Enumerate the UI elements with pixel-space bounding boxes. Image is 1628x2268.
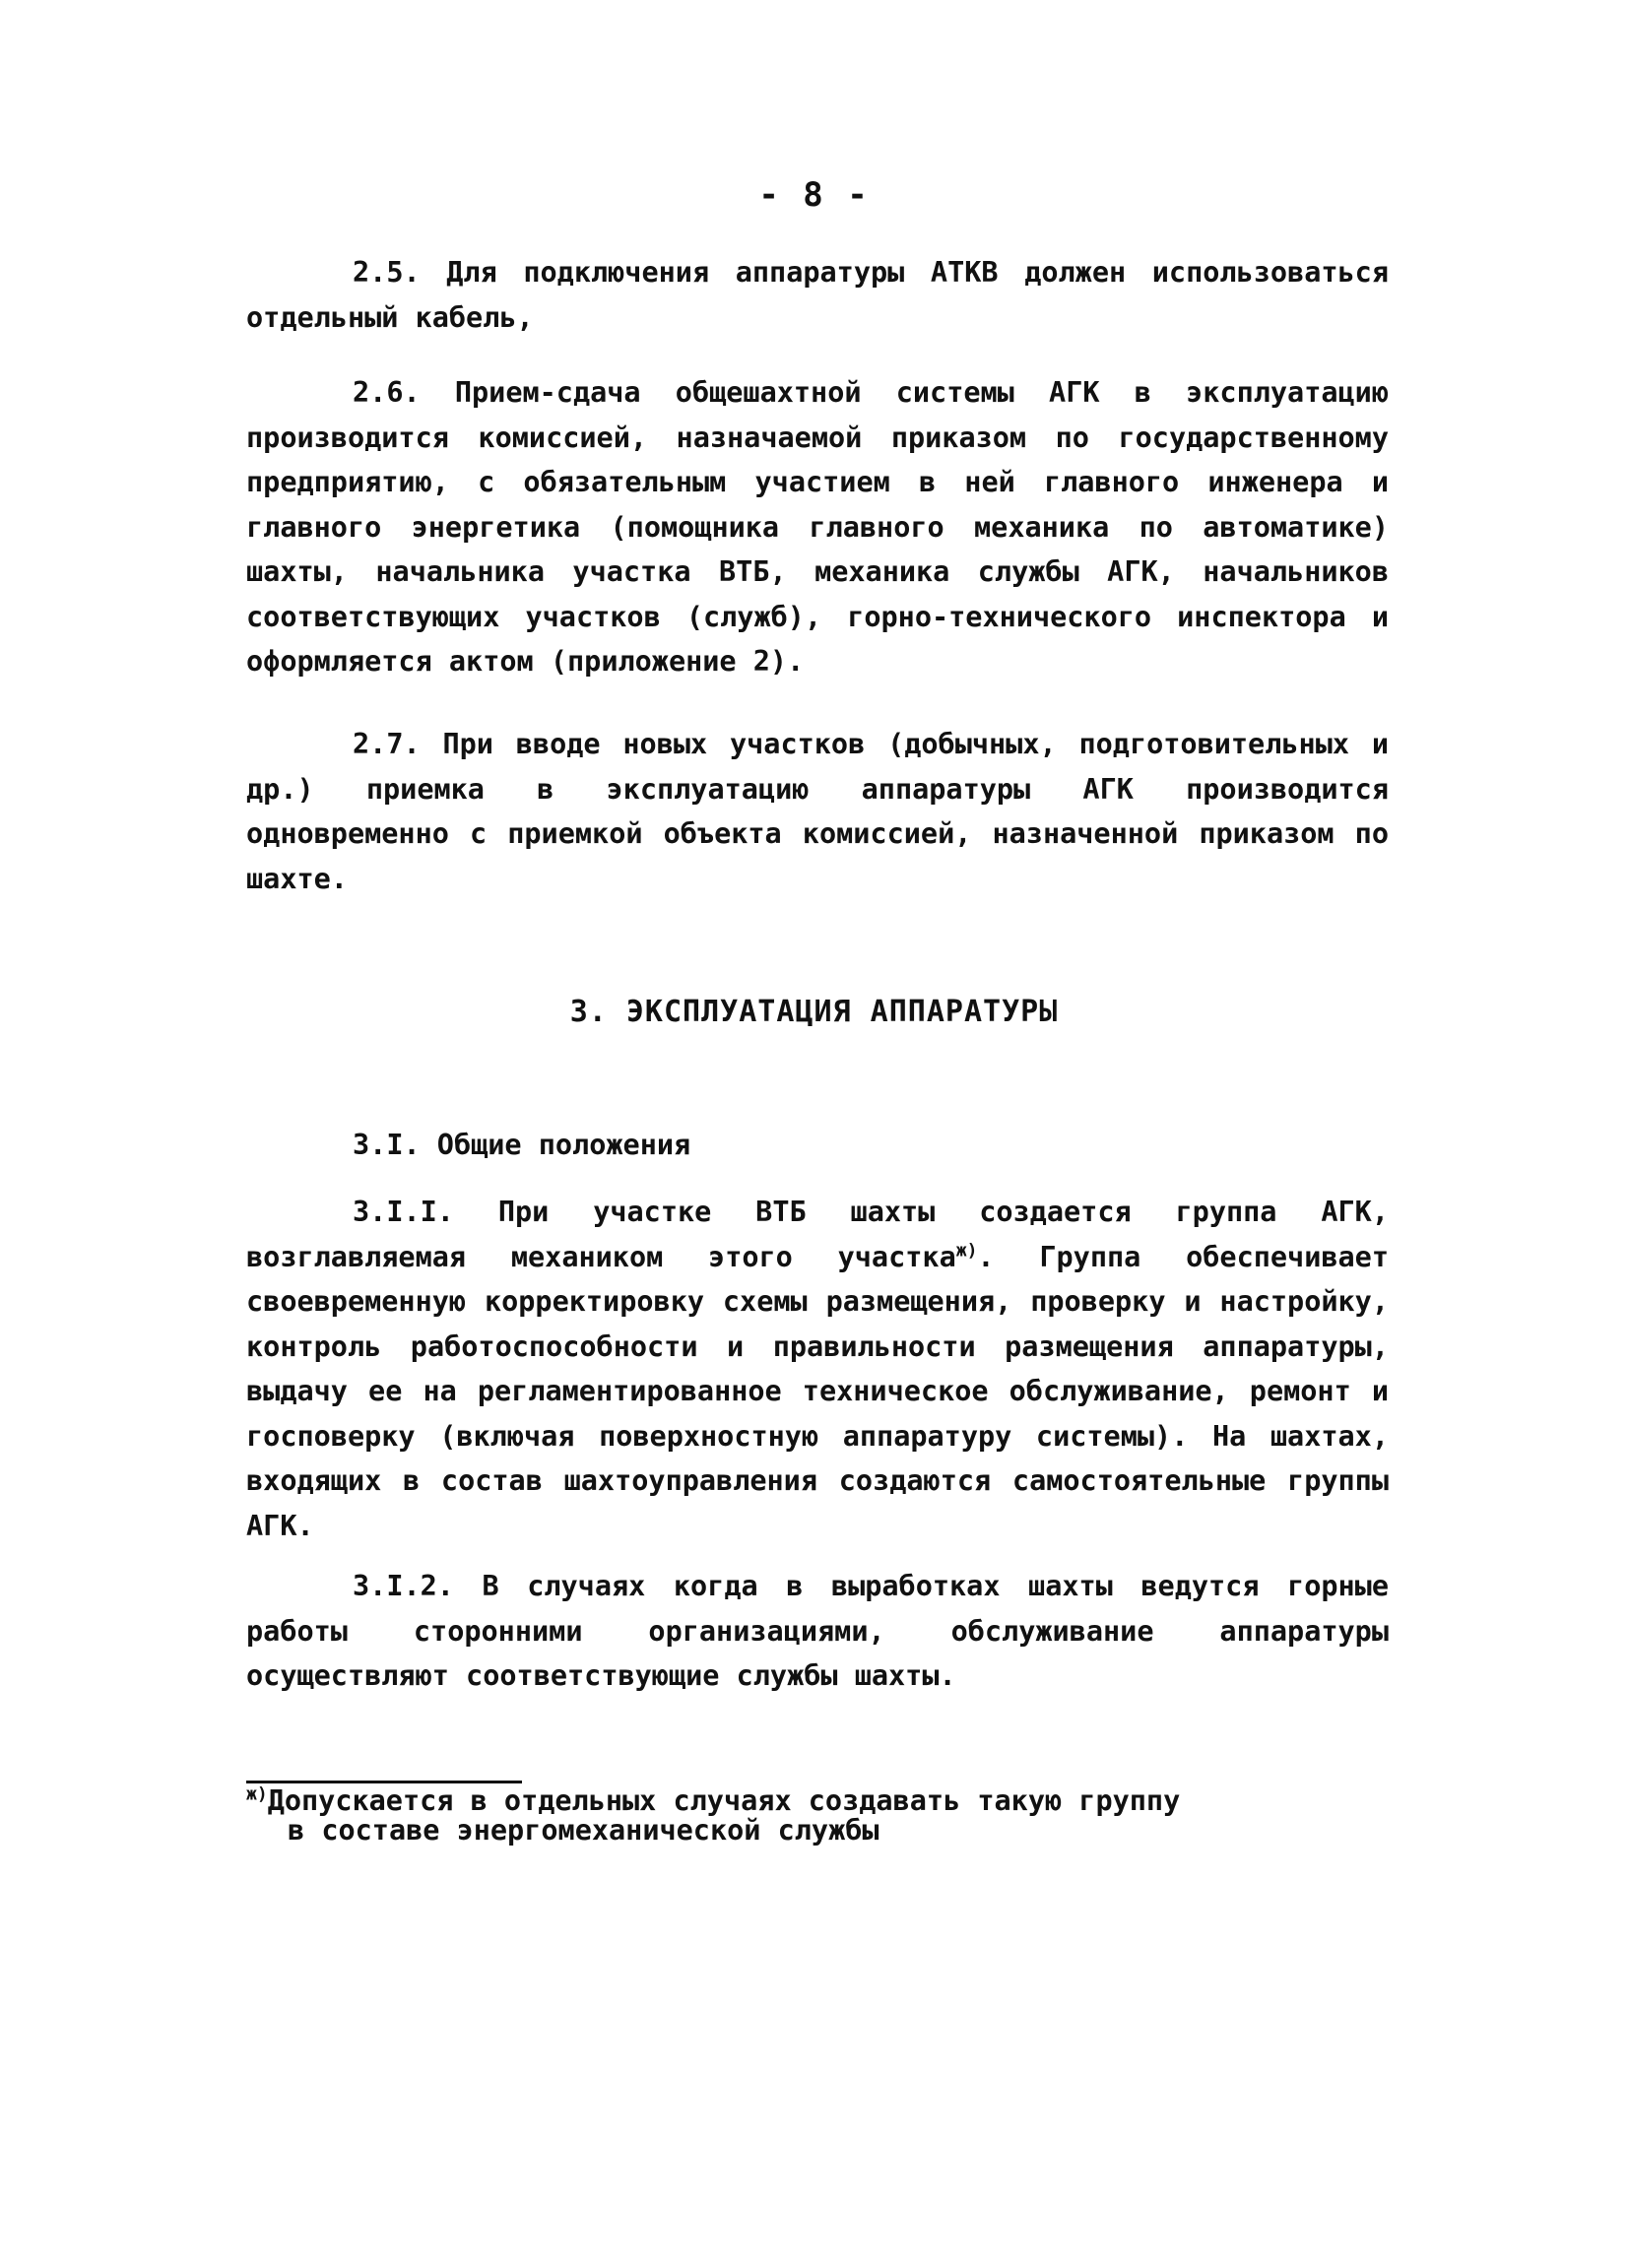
footnote-divider [246,1781,522,1783]
paragraph-2-5: 2.5. Для подключения аппаратуры АТКВ должен использоваться отдельный кабель, [246,256,1389,334]
footnote-line-2: в составе энергомеханической службы [288,1814,879,1847]
paragraph-2-7: 2.7. При вводе новых участков (добычных, подготовительных и др.) приемка в эксплуатацию аппаратуры АГК производится одновременно с приемкой объекта комиссией, назначенной приказом по шахте. [246,728,1389,895]
footnote-mark: ж) [246,1783,268,1805]
paragraph-3-1-2: 3.I.2. В случаях когда в выработках шахты ведутся горные работы сторонними организациями, обслуживание аппаратуры осуществляют соответствующие службы шахты. [246,1570,1389,1692]
page-number: - 8 - [758,175,870,215]
paragraph-2-6: 2.6. Прием-сдача общешахтной системы АГК в эксплуатацию производится комиссией, назначаемой приказом по государственному предприятию, с обязательным участием в ней главного инженера и главного энергетика (помощника главного механика по автоматике) шахты, начальника участка ВТБ, механика службы АГК, начальников соответствующих участков (служб), горно-технического инспектора и оформляется актом (приложение 2). [246,376,1389,678]
footnote-line-1: Допускается в отдельных случаях создавать такую группу [267,1784,1181,1817]
paragraph-3-1-1-text-end: . Группа обеспечивает своевременную корректировку схемы размещения, проверку и настройку, контроль работоспособности и правильности размещения аппаратуры, выдачу ее на регламентированное техническое обслуживание, ремонт и госповерку (включая поверхностную аппаратуру системы). На шахтах, входящих в состав шахтоуправления создаются самостоятельные группы АГК. [246,1240,1389,1542]
section-3-heading: 3. ЭКСПЛУАТАЦИЯ АППАРАТУРЫ [569,995,1059,1029]
paragraph-3-1-1 [246,1190,1389,1548]
footnote-reference-mark: ж) [955,1240,978,1261]
paragraph-3-1-1-text-start: 3.I.I. При участке ВТБ шахты создается группа АГК, возглавляемая механиком этого участка [246,1196,1389,1273]
footnote [246,1783,1330,1847]
section-3-1-subheading: 3.I. Общие положения [353,1129,691,1161]
